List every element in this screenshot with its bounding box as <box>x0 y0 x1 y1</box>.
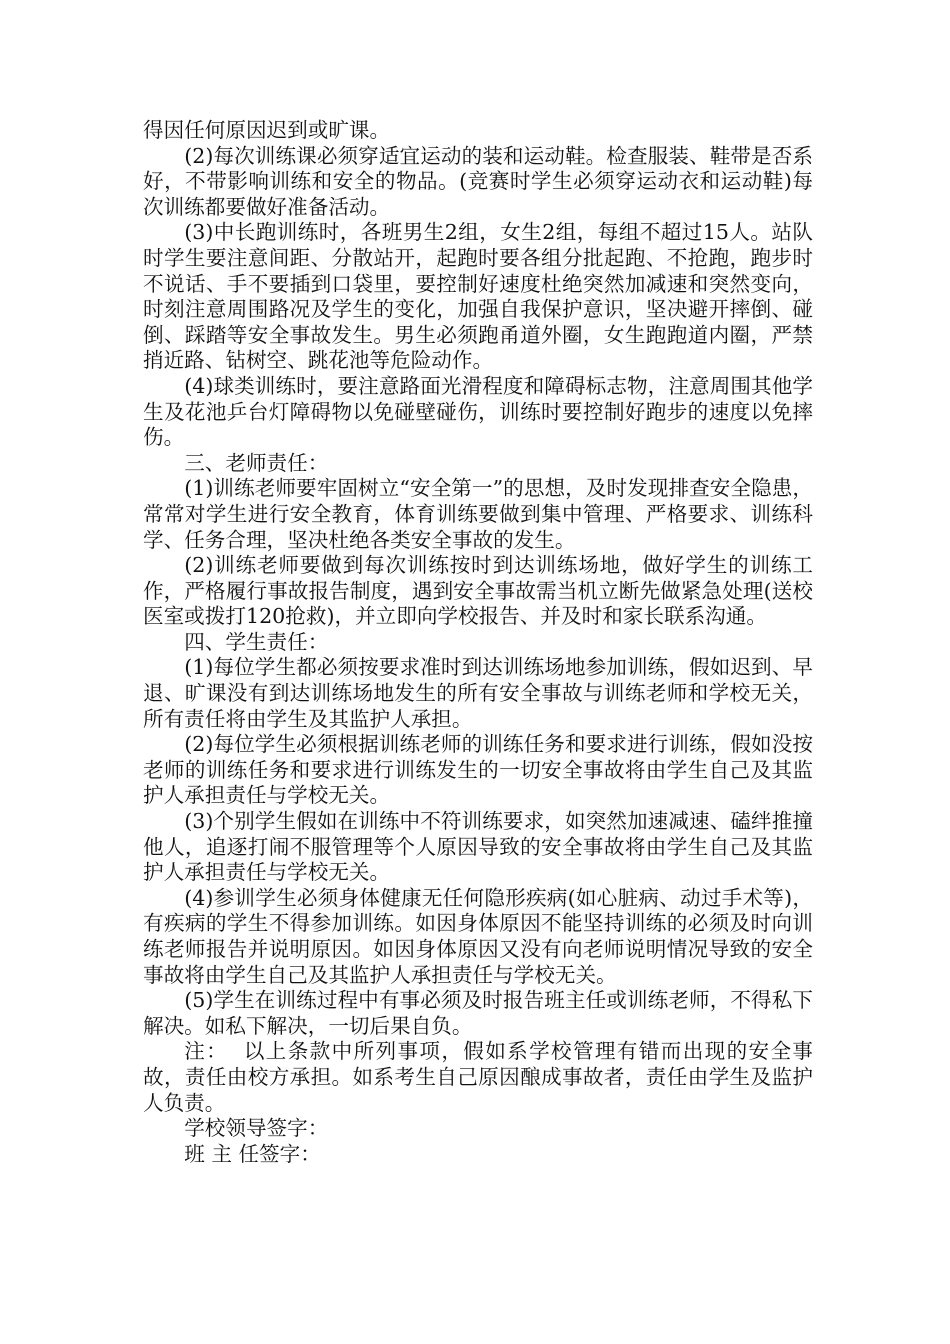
continuation-line: 得因任何原因迟到或旷课。 <box>143 118 391 142</box>
note-paragraph: 注： 以上条款中所列事项，假如系学校管理有错而出现的安全事故，责任由校方承担。如系考生自己原因酿成事故者，责任由学生及监护人负责。 <box>143 1039 813 1115</box>
student-rule-4: (4)球类训练时，要注意路面光滑程度和障碍标志物，注意周围其他学生及花池乒台灯障碍物以免碰壁碰伤，训练时要控制好跑步的速度以免摔伤。 <box>143 373 813 450</box>
section-heading-student: 四、学生责任： <box>184 629 329 654</box>
section-heading-teacher: 三、老师责任： <box>184 450 329 475</box>
student-duty-2: (2)每位学生必须根据训练老师的训练任务和要求进行训练，假如没按老师的训练任务和要求进行训练发生的一切安全事故将由学生自己及其监护人承担责任与学校无关。 <box>143 732 813 808</box>
school-leader-signature-line: 学校领导签字： <box>184 1116 329 1141</box>
teacher-rule-1: (1)训练老师要牢固树立“安全第一”的思想，及时发现排查安全隐患，常常对学生进行安全教育，体育训练要做到集中管理、严格要求、训练科学、任务合理，坚决杜绝各类安全事故的发生。 <box>143 476 813 552</box>
student-rule-3: (3)中长跑训练时，各班男生2组，女生2组，每组不超过15人。站队时学生要注意间距、分散站开，起跑时要各组分批起跑、不抢跑，跑步时不说话、手不要插到口袋里，要控制好速度杜绝突然加减速和突然变向，时刻注意周围路况及学生的变化，加强自我保护意识，坚决避开摔倒、碰倒、踩踏等安全事故发生。男生必须跑甬道外圈，女生跑跑道内圈，严禁捎近路、钻树空、跳花池等危险动作。 <box>143 220 813 373</box>
student-duty-4: (4)参训学生必须身体健康无任何隐形疾病(如心脏病、动过手术等)，有疾病的学生不得参加训练。如因身体原因不能坚持训练的必须及时向训练老师报告并说明原因。如因身体原因又没有向老师说明情况导致的安全事故将由学生自己及其监护人承担责任与学校无关。 <box>143 885 813 987</box>
head-teacher-signature-line: 班 主 任签字： <box>184 1141 321 1166</box>
student-duty-5: (5)学生在训练过程中有事必须及时报告班主任或训练老师，不得私下解决。如私下解决，一切后果自负。 <box>143 988 813 1038</box>
student-duty-3: (3)个别学生假如在训练中不符训练要求，如突然加速减速、磕绊推撞他人，追逐打闹不服管理等个人原因导致的安全事故将由学生自己及其监护人承担责任与学校无关。 <box>143 809 813 885</box>
document-body <box>143 118 813 1167</box>
teacher-rule-2: (2)训练老师要做到每次训练按时到达训练场地，做好学生的训练工作，严格履行事故报告制度，遇到安全事故需当机立断先做紧急处理(送校医室或拨打120抢救)，并立即向学校报告、并及时和家长联系沟通。 <box>143 553 813 629</box>
student-duty-1: (1)每位学生都必须按要求准时到达训练场地参加训练，假如迟到、早退、旷课没有到达训练场地发生的所有安全事故与训练老师和学校无关，所有责任将由学生及其监护人承担。 <box>143 655 813 731</box>
student-rule-2: (2)每次训练课必须穿适宜运动的装和运动鞋。检查服装、鞋带是否系好，不带影响训练和安全的物品。(竞赛时学生必须穿运动衣和运动鞋)每次训练都要做好准备活动。 <box>143 143 813 219</box>
